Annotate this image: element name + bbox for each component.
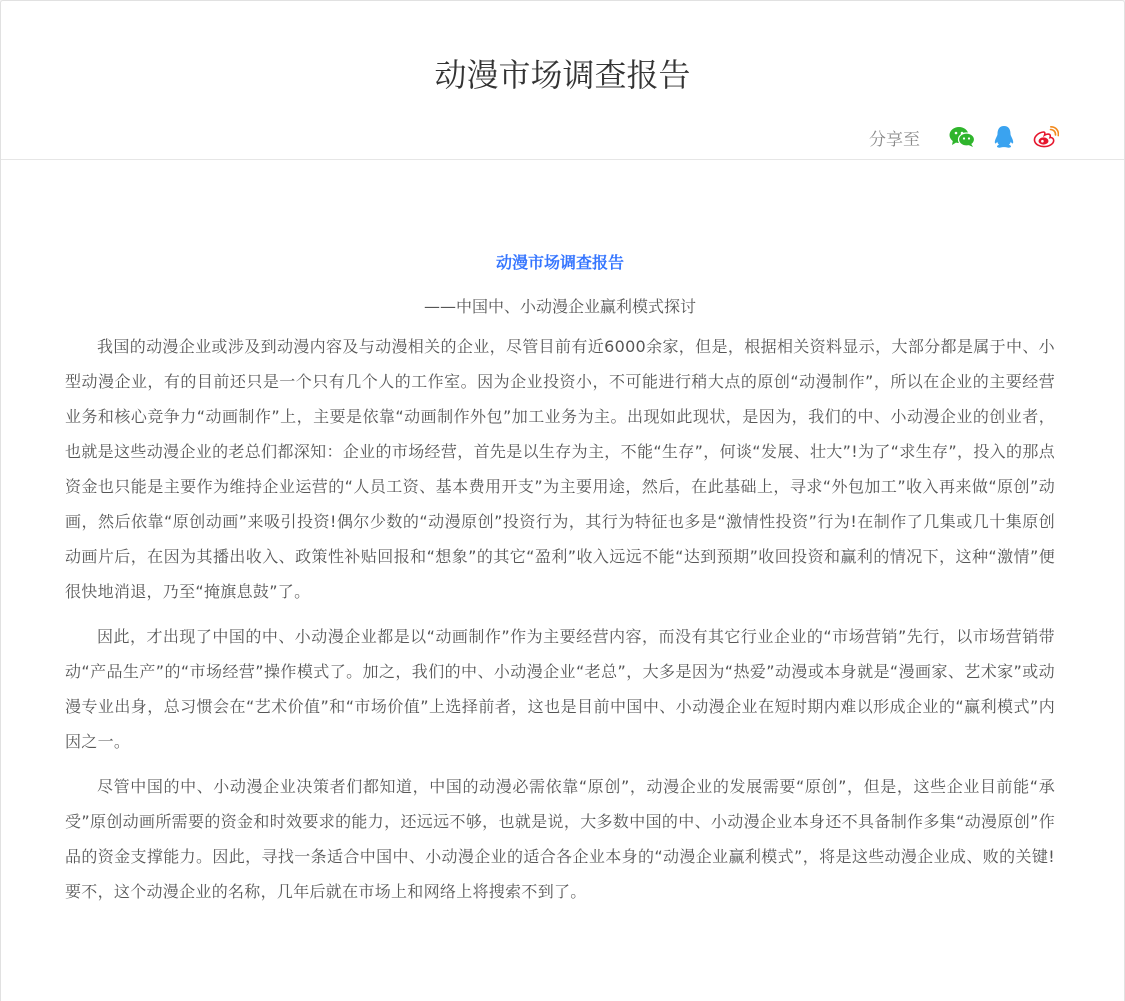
share-bar xyxy=(869,122,1060,152)
share-weibo-button[interactable] xyxy=(1032,123,1060,151)
article-title: 动漫市场调查报告 xyxy=(495,253,624,272)
article-header xyxy=(1,1,1124,160)
article-body xyxy=(65,241,1055,919)
wechat-icon xyxy=(949,126,975,148)
article-subtitle: ——中国中、小动漫企业赢利模式探讨 xyxy=(423,297,696,316)
share-qq-button[interactable] xyxy=(990,123,1018,151)
qq-icon xyxy=(993,125,1015,149)
share-wechat-button[interactable] xyxy=(948,123,976,151)
page-title: 动漫市场调查报告 xyxy=(434,56,691,94)
paragraph: 我国的动漫企业或涉及到动漫内容及与动漫相关的企业，尽管目前有近6000余家，但是，根据相关资料显示，大部分都是属于中、小型动漫企业，有的目前还只是一个只有几个人的工作室。因为企业投资小，不可能进行稍大点的原创“动漫制作”，所以在企业的主要经营业务和核心竞争力“动画制作”上，主要是依靠“动画制作外包”加工业务为主。出现如此现状，是因为，我们的中、小动漫企业的创业者，也就是这些动漫企业的老总们都深知：企业的市场经营，首先是以生存为主，不能“生存”，何谈“发展、壮大”!为了“求生存”，投入的那点资金也只能是主要作为维持企业运营的“人员工资、基本费用开支”为主要用途，然后，在此基础上，寻求“外包加工”收入再来做“原创”动画，然后依靠“原创动画”来吸引投资!偶尔少数的“动漫原创”投资行为，其行为特征也多是“激情性投资”行为!在制作了几集或几十集原创动画片后，在因为其播出收入、政策性补贴回报和“想象”的其它“盈利”收入远远不能“达到预期”收回投资和赢利的情况下，这种“激情”便很快地消退，乃至“掩旗息鼓”了。 xyxy=(65,337,1055,601)
share-label: 分享至 xyxy=(869,129,920,150)
paragraph: 尽管中国的中、小动漫企业决策者们都知道，中国的动漫必需依靠“原创”，动漫企业的发展需要“原创”，但是，这些企业目前能“承受”原创动画所需要的资金和时效要求的能力，还远远不够，也就是说，大多数中国的中、小动漫企业本身还不具备制作多集“动漫原创”作品的资金支撑能力。因此，寻找一条适合中国中、小动漫企业的适合各企业本身的“动漫企业赢利模式”，将是这些动漫企业成、败的关键!要不，这个动漫企业的名称，几年后就在市场上和网络上将搜索不到了。 xyxy=(65,777,1055,901)
paragraph: 因此，才出现了中国的中、小动漫企业都是以“动画制作”作为主要经营内容，而没有其它行业企业的“市场营销”先行，以市场营销带动“产品生产”的“市场经营”操作模式了。加之，我们的中、小动漫企业“老总”，大多是因为“热爱”动漫或本身就是“漫画家、艺术家”或动漫专业出身，总习惯会在“艺术价值”和“市场价值”上选择前者，这也是目前中国中、小动漫企业在短时期内难以形成企业的“赢利模式”内因之一。 xyxy=(65,627,1055,751)
weibo-icon xyxy=(1033,126,1059,148)
